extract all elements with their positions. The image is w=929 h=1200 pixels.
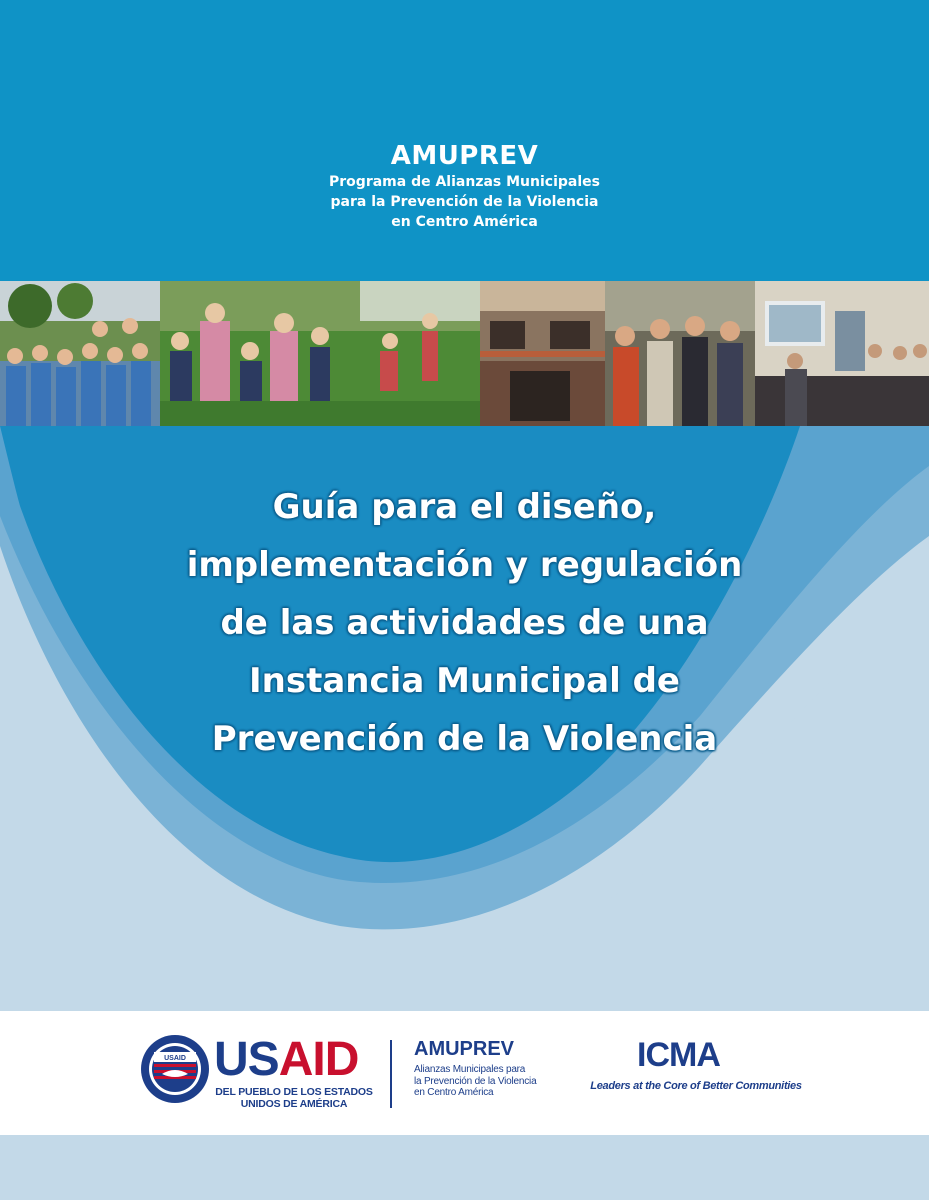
amuprev-logo-subtitle-line: en Centro América [414, 1087, 494, 1098]
document-title-line: implementación y regulación [186, 545, 743, 585]
photo-building [480, 281, 605, 426]
photo-children-group-image [0, 281, 160, 426]
document-title-line: Prevención de la Violencia [211, 719, 718, 759]
photo-people-meeting [605, 281, 755, 426]
program-title: AMUPREV [390, 141, 539, 171]
document-title-line: Guía para el diseño, [272, 487, 657, 527]
photo-crowd-event [160, 281, 480, 426]
usaid-tagline-line: DEL PUEBLO DE LOS ESTADOS [215, 1086, 373, 1098]
photo-building-image [480, 281, 605, 426]
photo-presentation-image [755, 281, 929, 426]
amuprev-logo-title: AMUPREV [414, 1038, 515, 1060]
icma-logo: ICMA [637, 1036, 720, 1074]
photo-crowd-event-image [160, 281, 480, 426]
amuprev-logo-subtitle [414, 1064, 536, 1099]
usaid-tagline [214, 1086, 374, 1110]
photo-collage [0, 281, 929, 426]
document-title-line: de las actividades de una [220, 603, 709, 643]
usaid-word-us: US [214, 1033, 279, 1086]
photo-presentation [755, 281, 929, 426]
usaid-seal-label: USAID [164, 1055, 186, 1062]
usaid-tagline-line: UNIDOS DE AMÉRICA [240, 1098, 348, 1110]
usaid-wordmark [214, 1033, 359, 1086]
photo-children-group [0, 281, 160, 426]
usaid-word-aid: AID [278, 1033, 359, 1086]
program-subtitle-line: Programa de Alianzas Municipales [329, 174, 600, 190]
bottom-band [0, 1135, 929, 1200]
photo-people-meeting-image [605, 281, 755, 426]
document-title-line: Instancia Municipal de [249, 661, 680, 701]
amuprev-logo-subtitle-line: Alianzas Municipales para [414, 1064, 526, 1075]
program-header [0, 140, 929, 232]
logo-divider [390, 1040, 392, 1108]
icma-tagline: Leaders at the Core of Better Communities [590, 1080, 802, 1092]
usaid-seal-logo [140, 1034, 210, 1104]
document-title [100, 478, 829, 768]
amuprev-logo-subtitle-line: la Prevención de la Violencia [414, 1075, 537, 1087]
program-subtitle-line: para la Prevención de la Violencia [330, 194, 599, 210]
program-subtitle-line: en Centro América [391, 214, 538, 230]
